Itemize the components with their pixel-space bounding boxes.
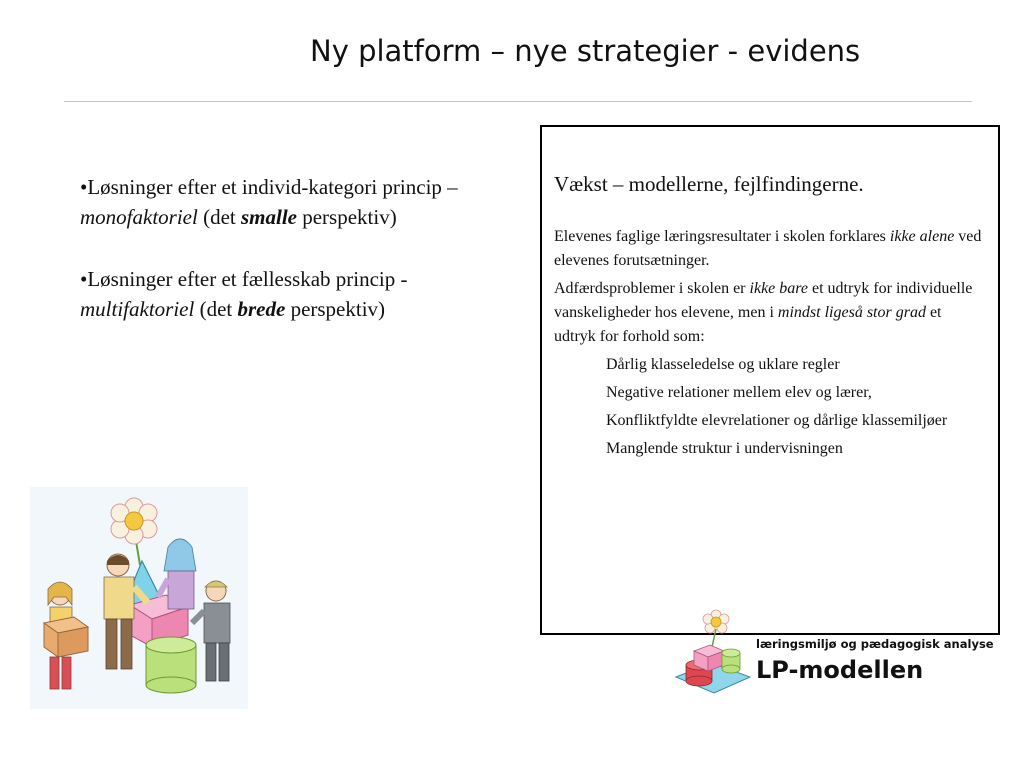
bullet-emphasis: smalle xyxy=(240,205,297,229)
paragraph-text: Elevenes faglige læringsresultater i skolen forklares xyxy=(554,228,890,245)
bullet-text: Løsninger efter et individ-kategori princip – xyxy=(87,175,458,199)
paragraph-emphasis: ikke bare xyxy=(749,280,808,297)
growth-models-box xyxy=(540,125,1000,635)
bullet-marker: • xyxy=(80,267,88,291)
left-column xyxy=(80,172,520,356)
bullet-text: perspektiv) xyxy=(285,297,386,321)
logo-subtitle: læringsmiljø og pædagogisk analyse xyxy=(756,637,994,651)
bullet-emphasis: brede xyxy=(237,297,286,321)
paragraph-emphasis: mindst ligeså stor grad xyxy=(777,304,926,321)
bullet-text: (det xyxy=(197,205,241,229)
bullet-term: multifaktoriel xyxy=(80,297,195,321)
bullet-term: monofaktoriel xyxy=(80,205,198,229)
paragraph-emphasis: ikke alene xyxy=(889,228,955,245)
paragraph-text: Adfærdsproblemer i skolen er xyxy=(554,280,750,297)
bullet-multifaktoriel xyxy=(80,264,520,324)
bullet-text: perspektiv) xyxy=(296,205,397,229)
paragraph-text: et udtryk for individuelle vanskeligheder hos elevene, men i xyxy=(554,280,973,321)
box-paragraph-behaviour xyxy=(554,277,986,349)
list-item: Negative relationer mellem elev og lærer, xyxy=(606,384,872,401)
bullet-text: Løsninger efter et fællesskab princip - xyxy=(87,267,408,291)
bullet-text: (det xyxy=(194,297,238,321)
box-heading: Vækst – modellerne, fejlfindingerne. xyxy=(554,172,864,196)
paragraph-text: ved elevenes forutsætninger. xyxy=(554,228,982,269)
bullet-marker: • xyxy=(80,175,88,199)
slide-title: Ny platform – nye strategier - evidens xyxy=(310,34,861,68)
title-divider xyxy=(64,101,972,102)
logo-title: LP-modellen xyxy=(756,656,924,684)
conditions-list xyxy=(606,353,986,461)
bullet-monofaktoriel xyxy=(80,172,520,232)
list-item: Dårlig klasseledelse og uklare regler xyxy=(606,356,840,373)
list-item: Konfliktfyldte elevrelationer og dårlige klassemiljøer xyxy=(606,412,948,429)
lp-model-logo-icon xyxy=(672,607,754,699)
paragraph-text: et udtryk for forhold som: xyxy=(554,304,942,345)
list-item: Manglende struktur i undervisningen xyxy=(606,440,843,457)
children-building-illustration xyxy=(30,487,248,709)
box-paragraph-results xyxy=(554,225,986,273)
flower-icon xyxy=(111,498,157,544)
